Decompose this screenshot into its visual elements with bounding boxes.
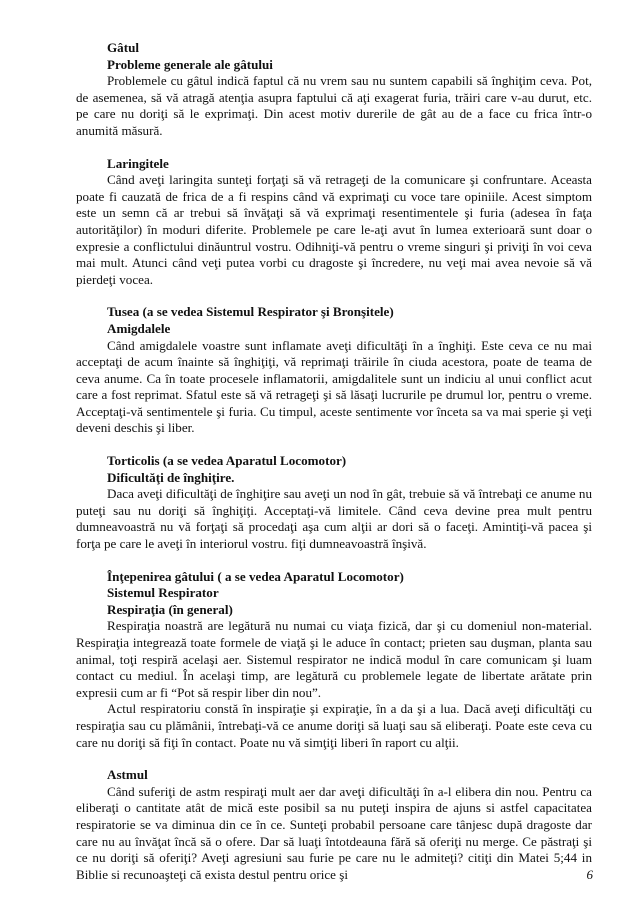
heading-tusea: Tusea (a se vedea Sistemul Respirator şi Bronşitele) [107,304,394,320]
subheading-dificultati-inghitire: Dificultăţi de înghiţire. [107,469,235,485]
heading-laringitele: Laringitele [107,155,169,171]
heading-gatul: Gâtul [107,40,140,55]
spacer [76,140,592,156]
spacer [76,437,592,453]
heading-intepenirea: Înţepenirea gâtului ( a se vedea Aparatul Locomotor) [107,568,404,584]
spacer [76,751,592,767]
paragraph-amigdalele: Când amigdalele voastre sunt inflamate aveţi dificultăţi în a înghiţi. Este ceva ce nu mai acceptaţi de acum înainte să înghiţiţi, vă reprimaţi trăirile în ciuda acestora, poate de teama de ceva anume. Ca în toate procesele inflamatorii, amigdalitele sunt un indiciu al unui conflict acut care a fost reprimat. Sfatul este să vă retrageţi şi să lăsaţi lucrurile pe drumul lor, pentru o vreme. Acceptaţi-vă sentimentele şi furia. Cu timpul, aceste sentimente vor înceta sa va mai sperie şi veţi deveni deschis şi liber. [76,337,592,436]
paragraph-gatul: Problemele cu gâtul indică faptul că nu vrem sau nu suntem capabili să înghiţim ceva. Pot, de asemenea, să vă atragă atenţia asupra faptului că aţi exagerat furia, trăiri care v-au durut, etc. pe care nu doriţi să le exprimaţi. Din acest motiv durerile de gât au de a face cu frica într-o anumită măsură. [76,73,592,138]
spacer [76,288,592,304]
heading-torticolis: Torticolis (a se vedea Aparatul Locomotor) [107,453,347,469]
paragraph-laringitele: Când aveţi laringita sunteţi forţaţi să vă retrageţi de la comunicare şi confruntare. Aceasta poate fi cauzată de frica de a fi respins când vă exprimaţi cu voce tare opiniile. Acest simptom este un semn că ar trebui să învăţaţi să vă exprimaţi resentimentele şi furia (adesea în faţa autorităţilor) în moduri diferite. Problemele pe care le-aţi avut în lumea exterioară sunt doar o expresie a conflictului dinăuntrul vostru. Odihniţi-vă pentru o vreme singuri şi priviţi în voi ceva mai mult. Atunci când veţi putea vorbi cu dragoste şi încredere, nu veţi mai avea nevoie să vă pierdeţi vocea. [76,172,592,287]
paragraph-actul-respiratoriu: Actul respiratoriu constă în inspiraţie şi expiraţie, în a da şi a lua. Dacă aveţi dificultăţi cu respiraţia sau cu plămânii, întrebaţi-vă ce anume doriţi să luaţi sau să eliberaţi. Poate este ceva cu care nu doriţi să fiţi în contact. Poate nu vă simţiţi liberi în raport cu alţii. [76,701,592,750]
subheading-sistemul-respirator: Sistemul Respirator [107,585,219,601]
subheading-amigdalele: Amigdalele [107,320,171,336]
subheading-respiratia: Respiraţia (în general) [107,601,233,617]
heading-astmul: Astmul [107,767,148,783]
paragraph-respiratia: Respiraţia noastră are legătură nu numai cu viaţa fizică, dar şi cu domeniul non-material. Respiraţia integrează toate formele de viaţă şi le aduce în contact; prieten sau duşman, planta sau animal, toţi respiră acelaşi aer. Sistemul respirator ne indică modul în care comunicam şi luam contact cu mediul. În acelaşi timp, are legătură cu problemele legate de libertate arătate prin expresii cum ar fi “Pot să respir liber din nou”. [76,618,592,700]
page-number: 6 [586,867,593,882]
spacer [76,553,592,569]
paragraph-dificultati-inghitire: Daca aveţi dificultăţi de înghiţire sau aveţi un nod în gât, trebuie să vă întrebaţi ce anume nu puteţi sau nu doriţi să înghiţiţi. Acceptaţi-vă limitele. Când ceva devine prea mult pentru dumneavoastră nu vă forţaţi să procedaţi aşa cum alţii ar dori să o faceţi. Amintiţi-vă pacea şi forţa pe care le aveţi în interiorul vostru. fiţi dumneavoastră înşivă. [76,486,592,552]
page-content [76,40,592,883]
paragraph-astmul: Când suferiţi de astm respiraţi mult aer dar aveţi dificultăţi în a-l elibera din nou. Pentru ca eliberaţi o cantitate atât de mică este posibil sa nu puteţi inspira de ajuns si astfel capacitatea respiratorie se va diminua din ce în ce. Sunteţi probabil persoane care tânjesc după dragoste dar care nu au învăţat încă să o ofere. Dar să luaţi întotdeauna fără să oferiţi nu merge. Ce păstraţi şi ce nu doriţi să oferiţi? Aveţi agresiuni sau furie pe care nu le admiteţi? citiţi din Matei 5;44 in Biblie si recunoaşteţi că exista destul pentru orice şi [76,783,592,882]
subheading-probleme-generale: Probleme generale ale gâtului [107,56,273,72]
